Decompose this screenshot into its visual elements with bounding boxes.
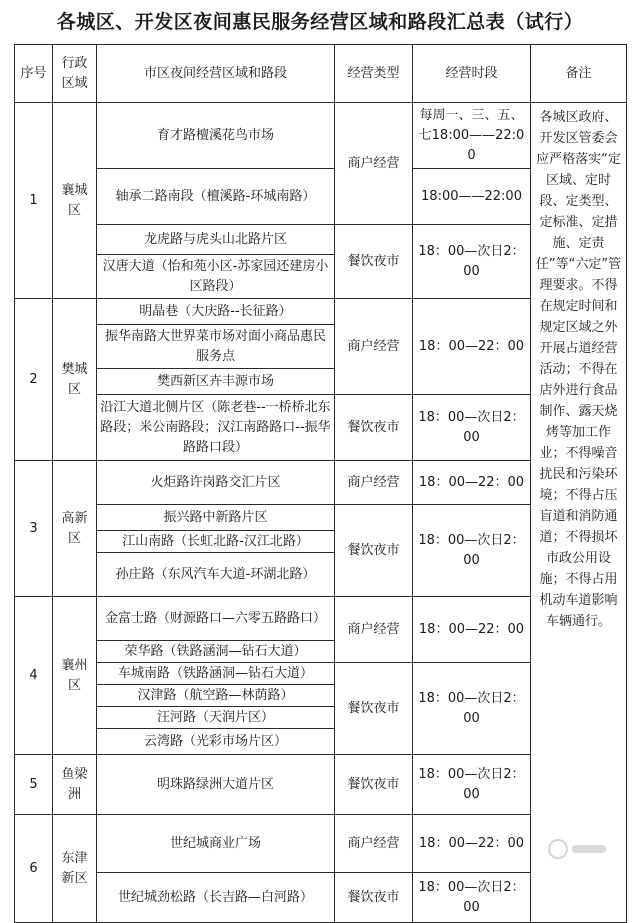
cell-hours: 18:00——22:00: [413, 169, 531, 225]
header-district: 行政区域: [53, 45, 97, 103]
cell-type: 餐饮夜市: [335, 663, 413, 755]
cell-type: 餐饮夜市: [335, 755, 413, 815]
header-hours: 经营时段: [413, 45, 531, 103]
cell-hours: 18：00—22：00: [413, 299, 531, 395]
cell-hours: 18：00—次日2：00: [413, 873, 531, 923]
cell-district: 襄城区: [53, 103, 97, 299]
cell-road: 沿江大道北侧片区（陈老巷--一桥桥北东路段；米公南路段；汉江南路路口--振华路路口段）: [97, 395, 335, 461]
cell-road: 汉津路（航空路—林荫路）: [97, 685, 335, 707]
cell-hours: 18：00—次日2：00: [413, 505, 531, 597]
cell-hours: 每周一、三、五、七18:00——22:00: [413, 103, 531, 169]
cell-hours: 18：00—次日2：00: [413, 395, 531, 461]
cell-type: 餐饮夜市: [335, 873, 413, 923]
cell-road: 樊西新区卉丰源市场: [97, 369, 335, 395]
cell-road: 云湾路（光彩市场片区）: [97, 729, 335, 755]
cell-road: 育才路檀溪花鸟市场: [97, 103, 335, 169]
cell-no: 3: [15, 461, 53, 597]
summary-table: [14, 44, 627, 923]
cell-type: 商户经营: [335, 597, 413, 663]
cell-type: 商户经营: [335, 299, 413, 395]
watermark-icon: [546, 837, 610, 861]
cell-hours: 18：00—次日2：00: [413, 663, 531, 755]
cell-road: 汉唐大道（怡和苑小区-苏家园还建房小区路段）: [97, 255, 335, 299]
cell-no: 6: [15, 815, 53, 923]
cell-road: 世纪城商业广场: [97, 815, 335, 873]
cell-no: 4: [15, 597, 53, 755]
cell-hours: 18：00—次日2：00: [413, 755, 531, 815]
cell-road: 江山南路（长虹北路-汉江北路）: [97, 531, 335, 553]
cell-road: 振华南路大世界菜市场对面小商品惠民服务点: [97, 325, 335, 369]
cell-no: 1: [15, 103, 53, 299]
cell-district: 樊城区: [53, 299, 97, 461]
cell-road: 荣华路（铁路涵洞—钻石大道）: [97, 641, 335, 663]
cell-hours: 18：00—22：00: [413, 461, 531, 505]
header-type: 经营类型: [335, 45, 413, 103]
table-body: [15, 103, 627, 923]
cell-road: 孙庄路（东风汽车大道-环湖北路）: [97, 553, 335, 597]
header-row: [15, 45, 627, 103]
cell-note: 各城区政府、开发区管委会应严格落实“定区域、定时段、定类型、定标准、定措施、定责任”等“六定”管理要求。不得在规定时间和规定区域之外开展占道经营活动；不得在店外进行食品制作、露天烧烤等加工作业；不得噪音扰民和污染环境；不得占压盲道和消防通道；不得损坏市政公用设施；不得占用机动车道影响车辆通行。: [531, 103, 627, 923]
cell-hours: 18：00—22：00: [413, 815, 531, 873]
cell-type: 商户经营: [335, 461, 413, 505]
cell-road: 明晶巷（大庆路--长征路）: [97, 299, 335, 325]
cell-road: 火炬路许岗路交汇片区: [97, 461, 335, 505]
cell-road: 龙虎路与虎头山北路片区: [97, 225, 335, 255]
cell-road: 金富士路（财源路口—六零五路路口）: [97, 597, 335, 641]
header-note: 备注: [531, 45, 627, 103]
cell-hours: 18：00—次日2：00: [413, 225, 531, 299]
page-title: 各城区、开发区夜间惠民服务经营区域和路段汇总表（试行）: [0, 0, 640, 44]
header-no: 序号: [15, 45, 53, 103]
cell-district: 鱼梁洲: [53, 755, 97, 815]
cell-type: 餐饮夜市: [335, 395, 413, 461]
cell-district: 高新区: [53, 461, 97, 597]
cell-type: 餐饮夜市: [335, 505, 413, 597]
cell-road: 汪河路（天润片区）: [97, 707, 335, 729]
cell-type: 商户经营: [335, 103, 413, 225]
cell-type: 商户经营: [335, 815, 413, 873]
header-roads: 市区夜间经营区域和路段: [97, 45, 335, 103]
table-row: [15, 103, 627, 169]
cell-hours: 18：00—22：00: [413, 597, 531, 663]
cell-road: 明珠路绿洲大道片区: [97, 755, 335, 815]
cell-no: 5: [15, 755, 53, 815]
cell-road: 轴承二路南段（檀溪路-环城南路）: [97, 169, 335, 225]
cell-road: 振兴路中新路片区: [97, 505, 335, 531]
cell-district: 襄州区: [53, 597, 97, 755]
cell-district: 东津新区: [53, 815, 97, 923]
cell-no: 2: [15, 299, 53, 461]
cell-type: 餐饮夜市: [335, 225, 413, 299]
cell-road: 世纪城劲松路（长吉路—白河路）: [97, 873, 335, 923]
cell-road: 车城南路（铁路涵洞—钻石大道）: [97, 663, 335, 685]
